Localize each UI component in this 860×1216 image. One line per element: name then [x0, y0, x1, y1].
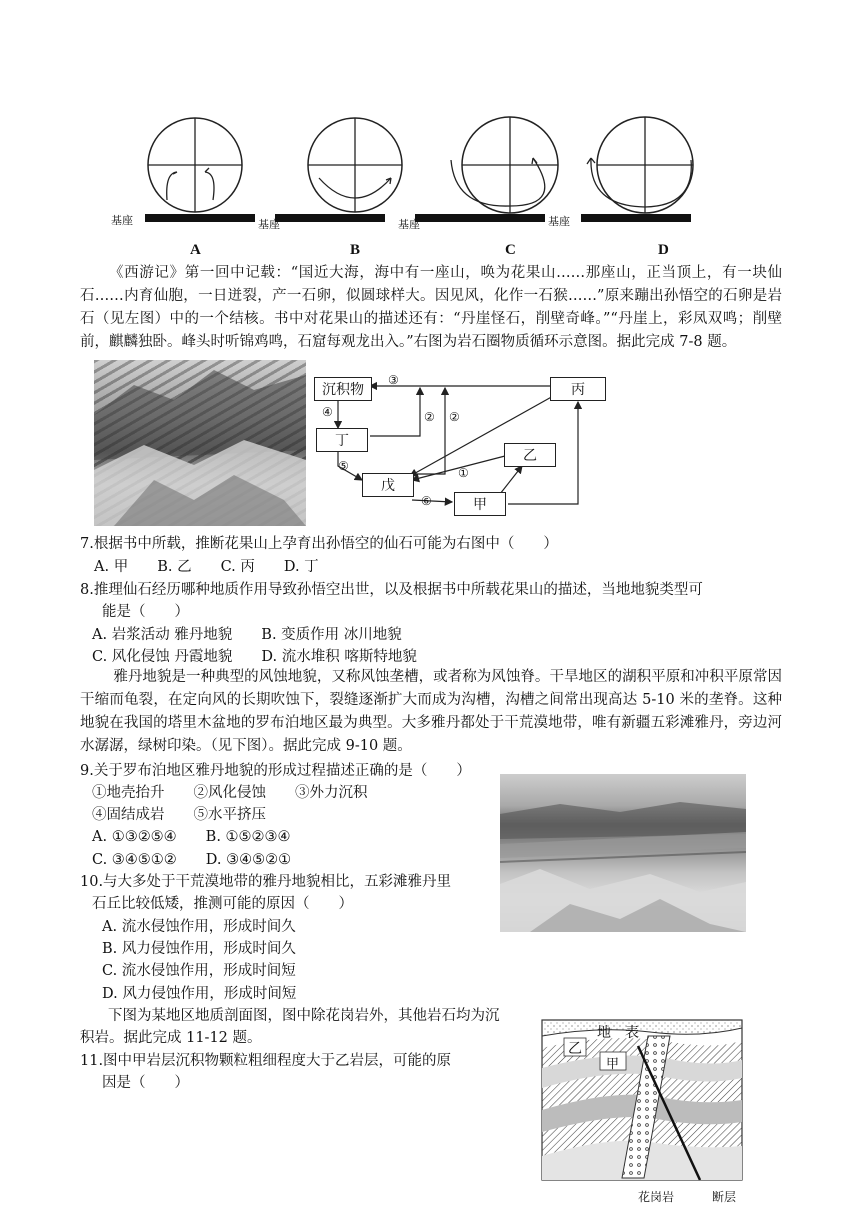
profile-layer-yi-label: 乙: [568, 1041, 582, 1057]
q9-sequence-line1: ①地壳抬升 ②风化侵蚀 ③外力沉积: [92, 785, 368, 801]
profile-layer-jia-label: 甲: [606, 1057, 620, 1072]
q9-options-cd: C. ③④⑤①② D. ③④⑤②①: [92, 852, 292, 868]
yardang-paragraph: 雅丹地貌是一种典型的风蚀地貌，又称风蚀垄槽，或者称为风蚀脊。干旱地区的湖积平原和冲积平原常因干缩而龟裂，在定向风的长期吹蚀下，裂缝逐渐扩大而成为沟槽，沟槽之间常出现高达 5-10 米的垄脊。这种地貌在我国的塔里木盆地的罗布泊地区最为典型。大多雅丹都处于干荒漠地带，唯有新疆五彩滩雅丹，旁边河水潺潺，绿树印染。（见下图）。据此完成 9-10 题。: [80, 669, 782, 754]
base-label-b: 基座: [258, 218, 280, 231]
arrow-label-1: ①: [458, 466, 469, 480]
node-yi: 乙: [504, 443, 556, 467]
arrow-label-3: ③: [388, 373, 399, 387]
base-label-d: 基座: [548, 215, 570, 228]
arrow-label-5: ⑤: [338, 459, 349, 473]
q8-options-cd: C. 风化侵蚀 丹霞地貌 D. 流水堆积 喀斯特地貌: [92, 649, 417, 665]
q8-stem-line1: 8.推理仙石经历哪种地质作用导致孙悟空出世，以及根据书中所载花果山的描述，当地地貌类型可: [80, 582, 703, 598]
q9-options-ab: A. ①③②⑤④ B. ①⑤②③④: [92, 829, 291, 845]
q8-stem-line2: 能是（ ）: [102, 604, 189, 620]
yardang-photo: [500, 774, 746, 932]
profile-intro-line2: 积岩。据此完成 11-12 题。: [80, 1030, 262, 1046]
base-label-a: 基座: [111, 214, 133, 227]
node-bing: 丙: [550, 377, 606, 401]
circle-options-figure: [105, 108, 705, 228]
q10-stem-line2: 石丘比较低矮，推测可能的原因（ ）: [92, 896, 353, 912]
profile-fault-label: 断层: [712, 1190, 737, 1204]
q7-options: A. 甲 B. 乙 C. 丙 D. 丁: [94, 559, 319, 575]
q11-stem-line1: 11.图中甲岩层沉积物颗粒粗细程度大于乙岩层，可能的原: [80, 1053, 452, 1069]
arrow-label-6: ⑥: [421, 494, 432, 508]
node-wu: 戊: [362, 473, 414, 497]
arrow-label-2b: ②: [449, 410, 460, 424]
option-c-diagram: [415, 117, 558, 222]
profile-granite-label: 花岗岩: [638, 1190, 675, 1204]
q10-option-d: D. 风力侵蚀作用，形成时间短: [102, 986, 297, 1002]
profile-surface-label: 地 表: [597, 1025, 639, 1041]
intro-paragraph: 《西游记》第一回中记载：“国近大海，海中有一座山，唤为花果山……那座山，正当顶上，有一块仙石……内育仙胞，一日迸裂，产一石卵，似圆球样大。因见风，化作一石猴……”原来蹦出孙悟空的石卵是岩石（见左图）中的一个结核。书中对花果山的描述还有：“丹崖怪石，削壁奇峰。”“丹崖上，彩凤双鸣；削壁前，麒麟独卧。峰头时听锦鸡鸣，石窟每观龙出入。”右图为岩石圈物质循环示意图。据此完成 7-8 题。: [80, 265, 782, 350]
node-ding: 丁: [316, 428, 368, 452]
profile-intro-line1: 下图为某地区地质剖面图，图中除花岗岩外，其他岩石均为沉: [108, 1008, 500, 1024]
base-label-c: 基座: [398, 218, 420, 231]
q9-sequence-line2: ④固结成岩 ⑤水平挤压: [92, 807, 266, 823]
q10-option-c: C. 流水侵蚀作用，形成时间短: [102, 963, 296, 979]
node-jia: 甲: [454, 492, 506, 516]
q9-stem: 9.关于罗布泊地区雅丹地貌的形成过程描述正确的是（ ）: [80, 763, 471, 779]
arrow-label-2a: ②: [424, 410, 435, 424]
arrow-label-4: ④: [322, 405, 333, 419]
q11-stem-line2: 因是（ ）: [102, 1075, 189, 1091]
option-letter-a: A: [190, 242, 201, 258]
q10-option-a: A. 流水侵蚀作用，形成时间久: [102, 919, 296, 935]
q8-options-ab: A. 岩浆活动 雅丹地貌 B. 变质作用 冰川地貌: [92, 627, 402, 643]
q7-stem: 7.根据书中所载，推断花果山上孕育出孙悟空的仙石可能为右图中（ ）: [80, 536, 558, 552]
option-letter-d: D: [658, 242, 669, 258]
node-sediment: 沉积物: [314, 377, 372, 401]
option-letter-b: B: [350, 242, 361, 258]
q10-option-b: B. 风力侵蚀作用，形成时间久: [102, 941, 296, 957]
rock-landscape-photo: [94, 360, 306, 526]
option-a-diagram: [145, 118, 255, 222]
option-b-diagram: [275, 118, 402, 222]
option-letter-c: C: [505, 242, 516, 258]
q10-stem-line1: 10.与大多处于干荒漠地带的雅丹地貌相比，五彩滩雅丹里: [80, 874, 452, 890]
option-d-diagram: [581, 117, 693, 222]
